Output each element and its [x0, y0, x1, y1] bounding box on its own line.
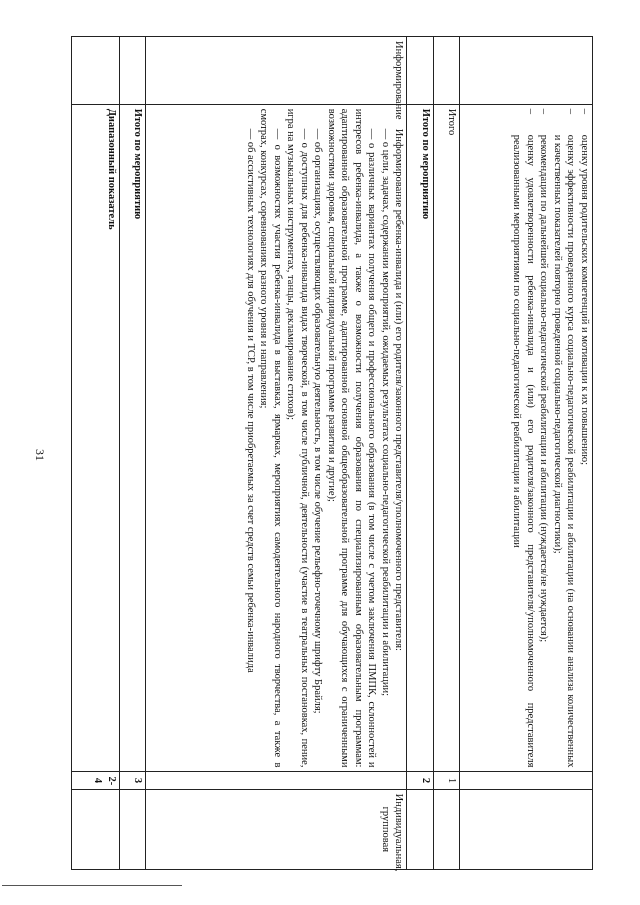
- page-number: 31: [33, 449, 47, 461]
- type-cell-empty: [459, 37, 592, 105]
- type-cell-empty: [119, 37, 145, 105]
- table-row: [459, 37, 592, 870]
- informing-total-label: Итого по мероприятию: [119, 104, 145, 772]
- list-item: — об организациях, осуществляющих образовательную деятельность, в том числе обучение рельефно-точечному шрифту Брайля;: [312, 128, 324, 714]
- number-cell-empty: [145, 772, 407, 789]
- list-item: — о различных вариантах получения общего и профессионального образования (в том числе с учетом заключения ПМПК, склонностей и интересов ребенка-инвалида, а также о возможности получения образования по специализированным образовательным программам: адаптированной образовательной программе, адаптированной основной общеобразовательной программе для обучающихся с ограниченными возможностями здоровья, специальной индивидуальной программе развития и другие);: [325, 108, 378, 768]
- table-row: [407, 37, 433, 870]
- list-item: – оценку уровня родительских компетенций и мотивации к их повышению;: [579, 108, 590, 466]
- diagnostics-items-cell: [459, 104, 592, 772]
- type-cell-empty: [433, 37, 459, 105]
- total-measures-value: 2: [407, 772, 433, 789]
- measures-table: [71, 36, 593, 870]
- scope-cell-empty: [433, 789, 459, 869]
- bottom-edge-line: [2, 885, 182, 886]
- scope-cell-empty: [72, 789, 120, 869]
- list-item: — о доступных для ребенка-инвалида видах творческой, в том числе публичной, деятельности (участие в театральных постановках, пение, игра на музыкальных инструментах, танцы, декламирование стихов);: [285, 108, 310, 768]
- total-measures-label: Итого по мероприятию: [407, 104, 433, 772]
- list-item: – рекомендации по дальнейшей социально-педагогической реабилитации и абилитации (нуждается/не нуждается);: [538, 108, 550, 643]
- type-cell-empty: [72, 37, 120, 105]
- total-label: Итого: [433, 104, 459, 772]
- informing-intro: Информирование ребенка-инвалида и (или) его родителя/законного представителя/уполномоченного представителя:: [393, 128, 405, 651]
- type-cell-empty: [407, 37, 433, 105]
- list-item: – оценку эффективности проведенного курса социально-педагогической реабилитации и абилитации (на основании анализа количественных и качественных показателей повторно проведенной социально-педагогической диагностики);: [552, 108, 577, 768]
- scope-cell-empty: [459, 789, 592, 869]
- list-item: — о возможностях участия ребенка-инвалида в выставках, ярмарках, мероприятиях самодеятельного народного творчества, а также в смотрах, конкурсах, соревнованиях разного уровня и направления;: [258, 108, 283, 768]
- table-row: [145, 37, 407, 870]
- list-item: – оценку удовлетворенности ребенка-инвалида и (или) его родителя/законного представителя/уполномоченного представителя реализованными мероприятиями по социально-педагогической реабилитации и абилитации: [511, 108, 536, 768]
- informing-content-cell: [145, 104, 407, 772]
- number-cell-empty: [459, 772, 592, 789]
- table-row: [119, 37, 145, 870]
- range-label: Диапазонный показатель: [72, 104, 120, 772]
- informing-type-label: Информирование: [145, 37, 407, 105]
- table-row: [433, 37, 459, 870]
- scope-cell-empty: [119, 789, 145, 869]
- total-value: 1: [433, 772, 459, 789]
- table-row: [72, 37, 120, 870]
- informing-scope: Индивидуальная, групповая: [145, 789, 407, 869]
- informing-total-value: 3: [119, 772, 145, 789]
- range-value: 2-4: [72, 772, 120, 789]
- list-item: — о цели, задачах, содержании мероприятий, ожидаемых результатах социально-педагогической реабилитации и абилитации;: [379, 128, 391, 697]
- scope-cell-empty: [407, 789, 433, 869]
- document-sheet: [0, 36, 593, 872]
- list-item: — об ассистивных технологиях для обучения и ТСР, в том числе приобретаемых за счет средств семьи ребенка-инвалида: [244, 128, 256, 673]
